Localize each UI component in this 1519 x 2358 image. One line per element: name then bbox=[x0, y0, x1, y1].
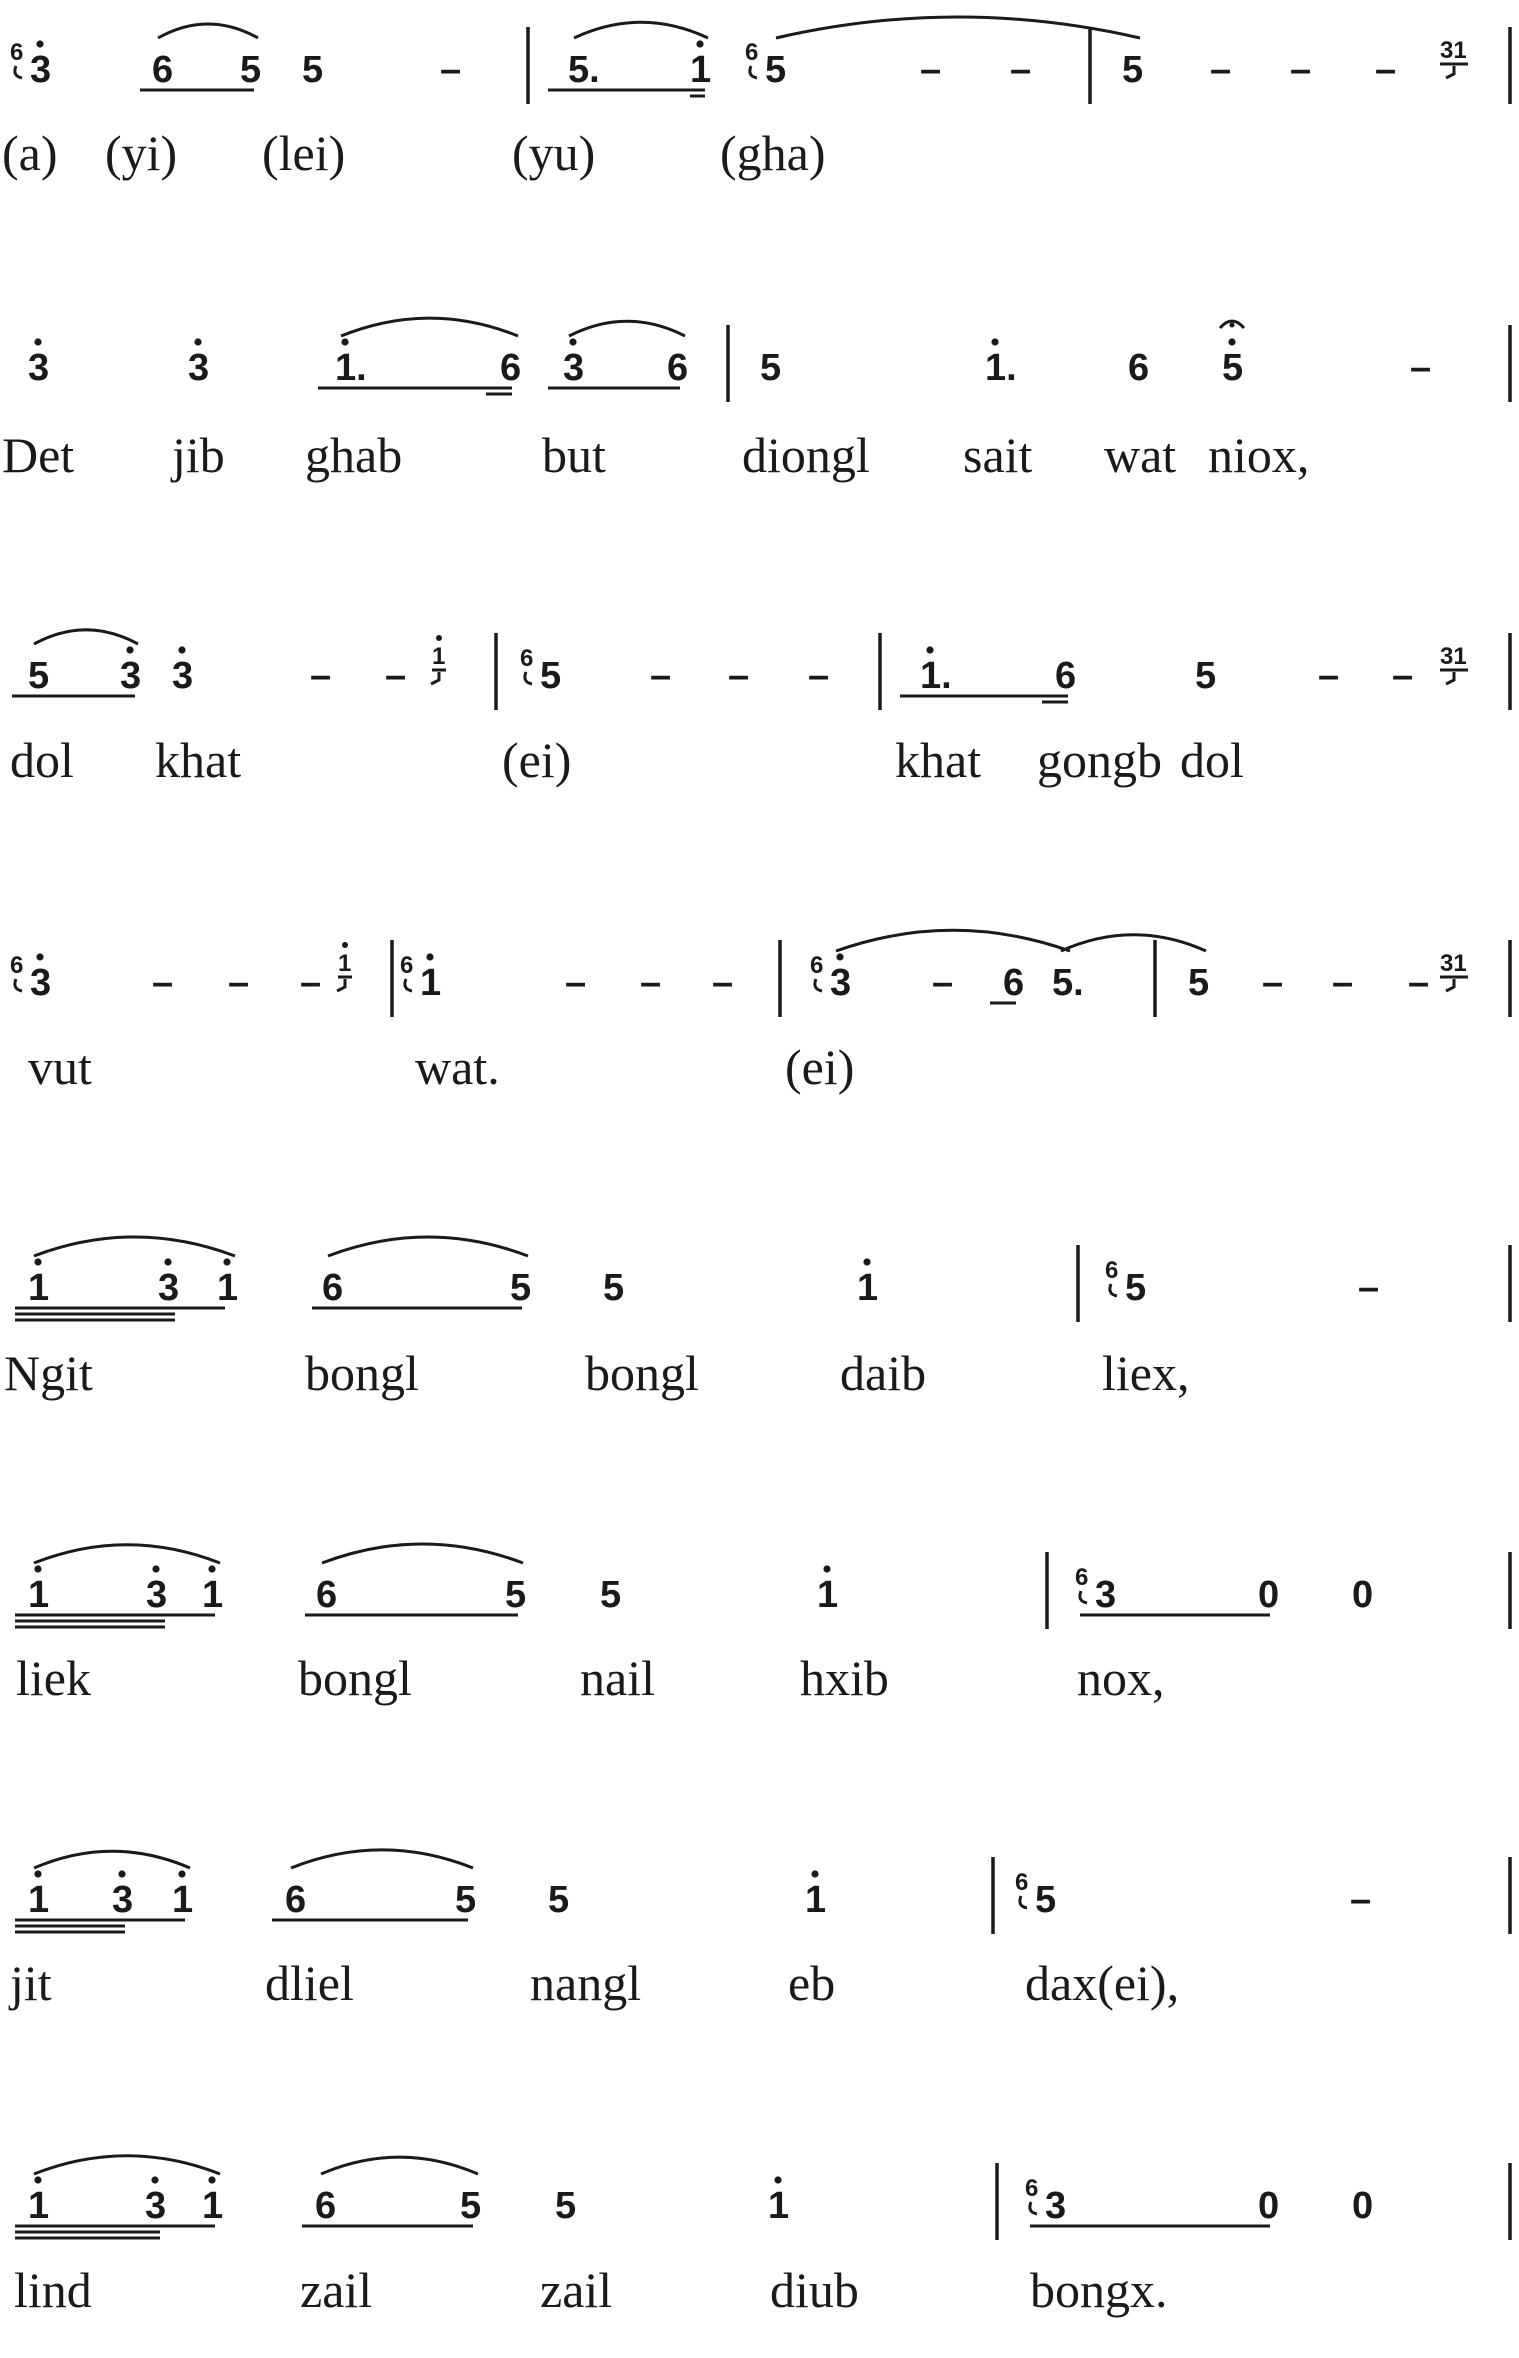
octave-dot bbox=[926, 646, 933, 653]
note: 3 bbox=[30, 962, 52, 1004]
lyric-word: jib bbox=[172, 427, 225, 483]
extension-dash: – bbox=[440, 49, 462, 91]
note: 6 bbox=[500, 347, 522, 389]
note: 5 bbox=[540, 655, 562, 697]
appoggiatura-hook bbox=[1446, 979, 1454, 991]
extension-dash: – bbox=[808, 655, 830, 697]
octave-dot bbox=[1228, 338, 1235, 345]
note: 3 bbox=[188, 347, 210, 389]
slur bbox=[34, 1237, 235, 1256]
note: 6 bbox=[1003, 962, 1025, 1004]
extension-dash: – bbox=[1408, 962, 1430, 1004]
slur bbox=[34, 2156, 220, 2174]
extension-dash: – bbox=[1290, 49, 1312, 91]
lyric-word: jit bbox=[10, 1955, 52, 2011]
extension-dash: – bbox=[1010, 49, 1032, 91]
note: 1 bbox=[28, 1267, 50, 1309]
note: 1 bbox=[217, 1267, 239, 1309]
note: 5 bbox=[555, 2185, 577, 2227]
octave-dot bbox=[178, 1870, 185, 1877]
system-2 bbox=[28, 318, 1510, 402]
note: 6 bbox=[322, 1267, 344, 1309]
lyric-word: ghab bbox=[305, 427, 403, 483]
extension-dash: – bbox=[310, 655, 332, 697]
system-1 bbox=[10, 17, 1510, 104]
lyric-word: vut bbox=[28, 1039, 92, 1095]
lyric-word: sait bbox=[963, 427, 1033, 483]
note: 3 bbox=[28, 347, 50, 389]
extension-dash: – bbox=[565, 962, 587, 1004]
lyric-word: wat bbox=[1104, 427, 1177, 483]
extension-dash: – bbox=[1262, 962, 1284, 1004]
lyric-word: dol bbox=[1180, 732, 1244, 788]
note: 1 bbox=[690, 49, 712, 91]
slur bbox=[569, 321, 685, 336]
lyric-word: diub bbox=[770, 2262, 859, 2318]
slur bbox=[34, 1545, 220, 1563]
note: 3 bbox=[563, 347, 585, 389]
octave-dot bbox=[126, 646, 133, 653]
note: 3 bbox=[1095, 1574, 1117, 1616]
lyric-word: bongl bbox=[298, 1650, 412, 1706]
lyric-word: (ei) bbox=[502, 732, 572, 788]
grace-note: 6 bbox=[810, 952, 824, 979]
octave-dot bbox=[34, 1258, 41, 1265]
note: 5 bbox=[1035, 1879, 1057, 1921]
lyric-word: bongx. bbox=[1030, 2262, 1168, 2318]
octave-dot bbox=[836, 953, 843, 960]
lyric-word: (lei) bbox=[262, 125, 346, 181]
system-4 bbox=[10, 930, 1510, 1017]
extension-dash: – bbox=[650, 655, 672, 697]
note: 5 bbox=[455, 1879, 477, 1921]
slur bbox=[836, 930, 1070, 951]
lyric-word: dol bbox=[10, 732, 74, 788]
octave-dot bbox=[194, 338, 201, 345]
lyric-word: nox, bbox=[1077, 1650, 1165, 1706]
lyric-word: khat bbox=[155, 732, 242, 788]
note: 6 bbox=[152, 49, 174, 91]
octave-dot bbox=[208, 1565, 215, 1572]
appoggiatura: 31 bbox=[1440, 37, 1467, 64]
extension-dash: – bbox=[300, 962, 322, 1004]
grace-note: 6 bbox=[1015, 1869, 1029, 1896]
lyric-word: bongl bbox=[305, 1345, 419, 1401]
note: 1. bbox=[335, 347, 367, 389]
grace-hook bbox=[1020, 1896, 1027, 1908]
note: 6 bbox=[285, 1879, 307, 1921]
grace-note: 6 bbox=[1105, 1257, 1119, 1284]
note: 1 bbox=[817, 1574, 839, 1616]
octave-dot bbox=[811, 1870, 818, 1877]
note: 5 bbox=[1195, 655, 1217, 697]
note: 5 bbox=[765, 49, 787, 91]
lyric-word: (gha) bbox=[720, 125, 826, 181]
appoggiatura-hook bbox=[1446, 672, 1454, 684]
extension-dash: – bbox=[640, 962, 662, 1004]
octave-dot bbox=[36, 953, 43, 960]
grace-note: 6 bbox=[1025, 2175, 1039, 2202]
note: 5 bbox=[548, 1879, 570, 1921]
note: 1 bbox=[857, 1267, 879, 1309]
lyric-word: (yu) bbox=[512, 125, 596, 181]
note: 1. bbox=[920, 655, 952, 697]
note: 0 bbox=[1258, 1574, 1280, 1616]
note: 5 bbox=[505, 1574, 527, 1616]
octave-dot bbox=[426, 953, 433, 960]
system-6 bbox=[15, 1544, 1510, 1629]
lyric-word: (a) bbox=[2, 125, 58, 181]
note: 3 bbox=[112, 1879, 134, 1921]
extension-dash: – bbox=[1392, 655, 1414, 697]
lyric-word: Det bbox=[2, 427, 75, 483]
note: 3 bbox=[830, 962, 852, 1004]
note: 6 bbox=[1055, 655, 1077, 697]
slur bbox=[1061, 935, 1206, 951]
note: 0 bbox=[1258, 2185, 1280, 2227]
note: 5 bbox=[1122, 49, 1144, 91]
extension-dash: – bbox=[1318, 655, 1340, 697]
lyric-word: zail bbox=[540, 2262, 613, 2318]
extension-dash: – bbox=[932, 962, 954, 1004]
extension-dash: – bbox=[1332, 962, 1354, 1004]
slur bbox=[341, 318, 518, 336]
appoggiatura-hook bbox=[337, 979, 345, 991]
octave-dot bbox=[341, 338, 348, 345]
octave-dot bbox=[696, 40, 703, 47]
note: 1 bbox=[768, 2185, 790, 2227]
note: 6 bbox=[1128, 347, 1150, 389]
octave-dot bbox=[569, 338, 576, 345]
lyric-word: niox, bbox=[1208, 427, 1310, 483]
slur bbox=[34, 630, 138, 644]
grace-note: 6 bbox=[520, 645, 534, 672]
note: 5 bbox=[460, 2185, 482, 2227]
note: 1. bbox=[985, 347, 1017, 389]
note: 3 bbox=[145, 2185, 167, 2227]
octave-dot bbox=[208, 2176, 215, 2183]
note: 3 bbox=[1045, 2185, 1067, 2227]
note: 5 bbox=[1125, 1267, 1147, 1309]
note: 5 bbox=[28, 655, 50, 697]
grace-hook bbox=[1030, 2202, 1037, 2214]
note: 5 bbox=[760, 347, 782, 389]
note: 3 bbox=[146, 1574, 168, 1616]
octave-dot bbox=[436, 635, 442, 641]
note: 6 bbox=[667, 347, 689, 389]
grace-note: 6 bbox=[10, 952, 24, 979]
note: 1 bbox=[420, 962, 442, 1004]
grace-note: 6 bbox=[1075, 1564, 1089, 1591]
slur bbox=[328, 1237, 528, 1256]
note: 5 bbox=[600, 1574, 622, 1616]
note: 5 bbox=[603, 1267, 625, 1309]
appoggiatura: 1 bbox=[338, 950, 352, 977]
octave-dot bbox=[34, 1870, 41, 1877]
note: 3 bbox=[172, 655, 194, 697]
lyric-word: diongl bbox=[742, 427, 870, 483]
grace-note: 6 bbox=[10, 39, 24, 66]
lyric-word: dax(ei), bbox=[1025, 1955, 1180, 2011]
note: 1 bbox=[805, 1879, 827, 1921]
octave-dot bbox=[36, 40, 43, 47]
fermata-dot bbox=[1230, 323, 1235, 328]
slur bbox=[291, 1850, 473, 1868]
grace-hook bbox=[750, 66, 757, 78]
note: 5. bbox=[1052, 962, 1084, 1004]
slur bbox=[574, 22, 708, 38]
lyric-word: bongl bbox=[585, 1345, 699, 1401]
octave-dot bbox=[774, 2176, 781, 2183]
slur bbox=[158, 24, 258, 38]
extension-dash: – bbox=[1210, 49, 1232, 91]
lyric-word: hxib bbox=[800, 1650, 889, 1706]
grace-hook bbox=[525, 672, 532, 684]
system-5 bbox=[15, 1237, 1510, 1322]
lyric-word: Ngit bbox=[4, 1345, 93, 1401]
octave-dot bbox=[342, 942, 348, 948]
lyric-word: gongb bbox=[1037, 732, 1162, 788]
lyric-word: daib bbox=[840, 1345, 927, 1401]
lyric-word: zail bbox=[300, 2262, 373, 2318]
note: 5 bbox=[1188, 962, 1210, 1004]
extension-dash: – bbox=[1375, 49, 1397, 91]
appoggiatura-hook bbox=[1446, 66, 1454, 78]
grace-hook bbox=[1080, 1591, 1087, 1603]
extension-dash: – bbox=[1350, 1879, 1372, 1921]
lyric-word: eb bbox=[788, 1955, 836, 2011]
lyric-word: liex, bbox=[1102, 1345, 1190, 1401]
lyric-word: but bbox=[542, 427, 606, 483]
octave-dot bbox=[118, 1870, 125, 1877]
octave-dot bbox=[991, 338, 998, 345]
octave-dot bbox=[34, 2176, 41, 2183]
grace-note: 6 bbox=[400, 952, 414, 979]
note: 0 bbox=[1352, 2185, 1374, 2227]
system-8 bbox=[15, 2156, 1510, 2240]
extension-dash: – bbox=[728, 655, 750, 697]
note: 6 bbox=[315, 2185, 337, 2227]
note: 3 bbox=[120, 655, 142, 697]
extension-dash: – bbox=[920, 49, 942, 91]
octave-dot bbox=[223, 1258, 230, 1265]
slur bbox=[322, 1544, 523, 1563]
appoggiatura: 1 bbox=[432, 643, 446, 670]
note: 5 bbox=[240, 49, 262, 91]
grace-hook bbox=[1110, 1284, 1117, 1296]
lyric-word: liek bbox=[16, 1650, 91, 1706]
grace-hook bbox=[15, 66, 22, 78]
octave-dot bbox=[34, 338, 41, 345]
note: 5 bbox=[1222, 347, 1244, 389]
grace-hook bbox=[405, 979, 412, 991]
slur bbox=[776, 17, 1140, 38]
note: 3 bbox=[158, 1267, 180, 1309]
slur bbox=[321, 2157, 478, 2174]
extension-dash: – bbox=[152, 962, 174, 1004]
lyric-word: lind bbox=[14, 2262, 92, 2318]
lyric-word: (yi) bbox=[105, 125, 178, 181]
octave-dot bbox=[823, 1565, 830, 1572]
note: 1 bbox=[28, 1574, 50, 1616]
lyric-word: nangl bbox=[530, 1955, 642, 2011]
extension-dash: – bbox=[228, 962, 250, 1004]
note: 3 bbox=[30, 49, 52, 91]
system-7 bbox=[15, 1850, 1510, 1934]
grace-hook bbox=[815, 979, 822, 991]
appoggiatura: 31 bbox=[1440, 950, 1467, 977]
note: 5 bbox=[302, 49, 324, 91]
note: 0 bbox=[1352, 1574, 1374, 1616]
extension-dash: – bbox=[385, 655, 407, 697]
lyric-word: dliel bbox=[265, 1955, 354, 2011]
note: 5. bbox=[568, 49, 600, 91]
note: 1 bbox=[28, 1879, 50, 1921]
lyric-word: wat. bbox=[415, 1039, 500, 1095]
appoggiatura-hook bbox=[431, 672, 439, 684]
note: 1 bbox=[172, 1879, 194, 1921]
extension-dash: – bbox=[1358, 1267, 1380, 1309]
appoggiatura: 31 bbox=[1440, 643, 1467, 670]
grace-hook bbox=[15, 979, 22, 991]
octave-dot bbox=[34, 1565, 41, 1572]
octave-dot bbox=[164, 1258, 171, 1265]
octave-dot bbox=[151, 2176, 158, 2183]
lyric-word: khat bbox=[895, 732, 982, 788]
octave-dot bbox=[178, 646, 185, 653]
lyric-word: (ei) bbox=[785, 1039, 855, 1095]
note: 1 bbox=[28, 2185, 50, 2227]
extension-dash: – bbox=[712, 962, 734, 1004]
lyric-word: nail bbox=[580, 1650, 655, 1706]
note: 5 bbox=[510, 1267, 532, 1309]
octave-dot bbox=[152, 1565, 159, 1572]
extension-dash: – bbox=[1410, 347, 1432, 389]
note: 1 bbox=[202, 2185, 224, 2227]
note: 6 bbox=[316, 1574, 338, 1616]
grace-note: 6 bbox=[745, 39, 759, 66]
note: 1 bbox=[202, 1574, 224, 1616]
system-3 bbox=[12, 630, 1510, 710]
slur bbox=[34, 1851, 190, 1868]
octave-dot bbox=[863, 1258, 870, 1265]
